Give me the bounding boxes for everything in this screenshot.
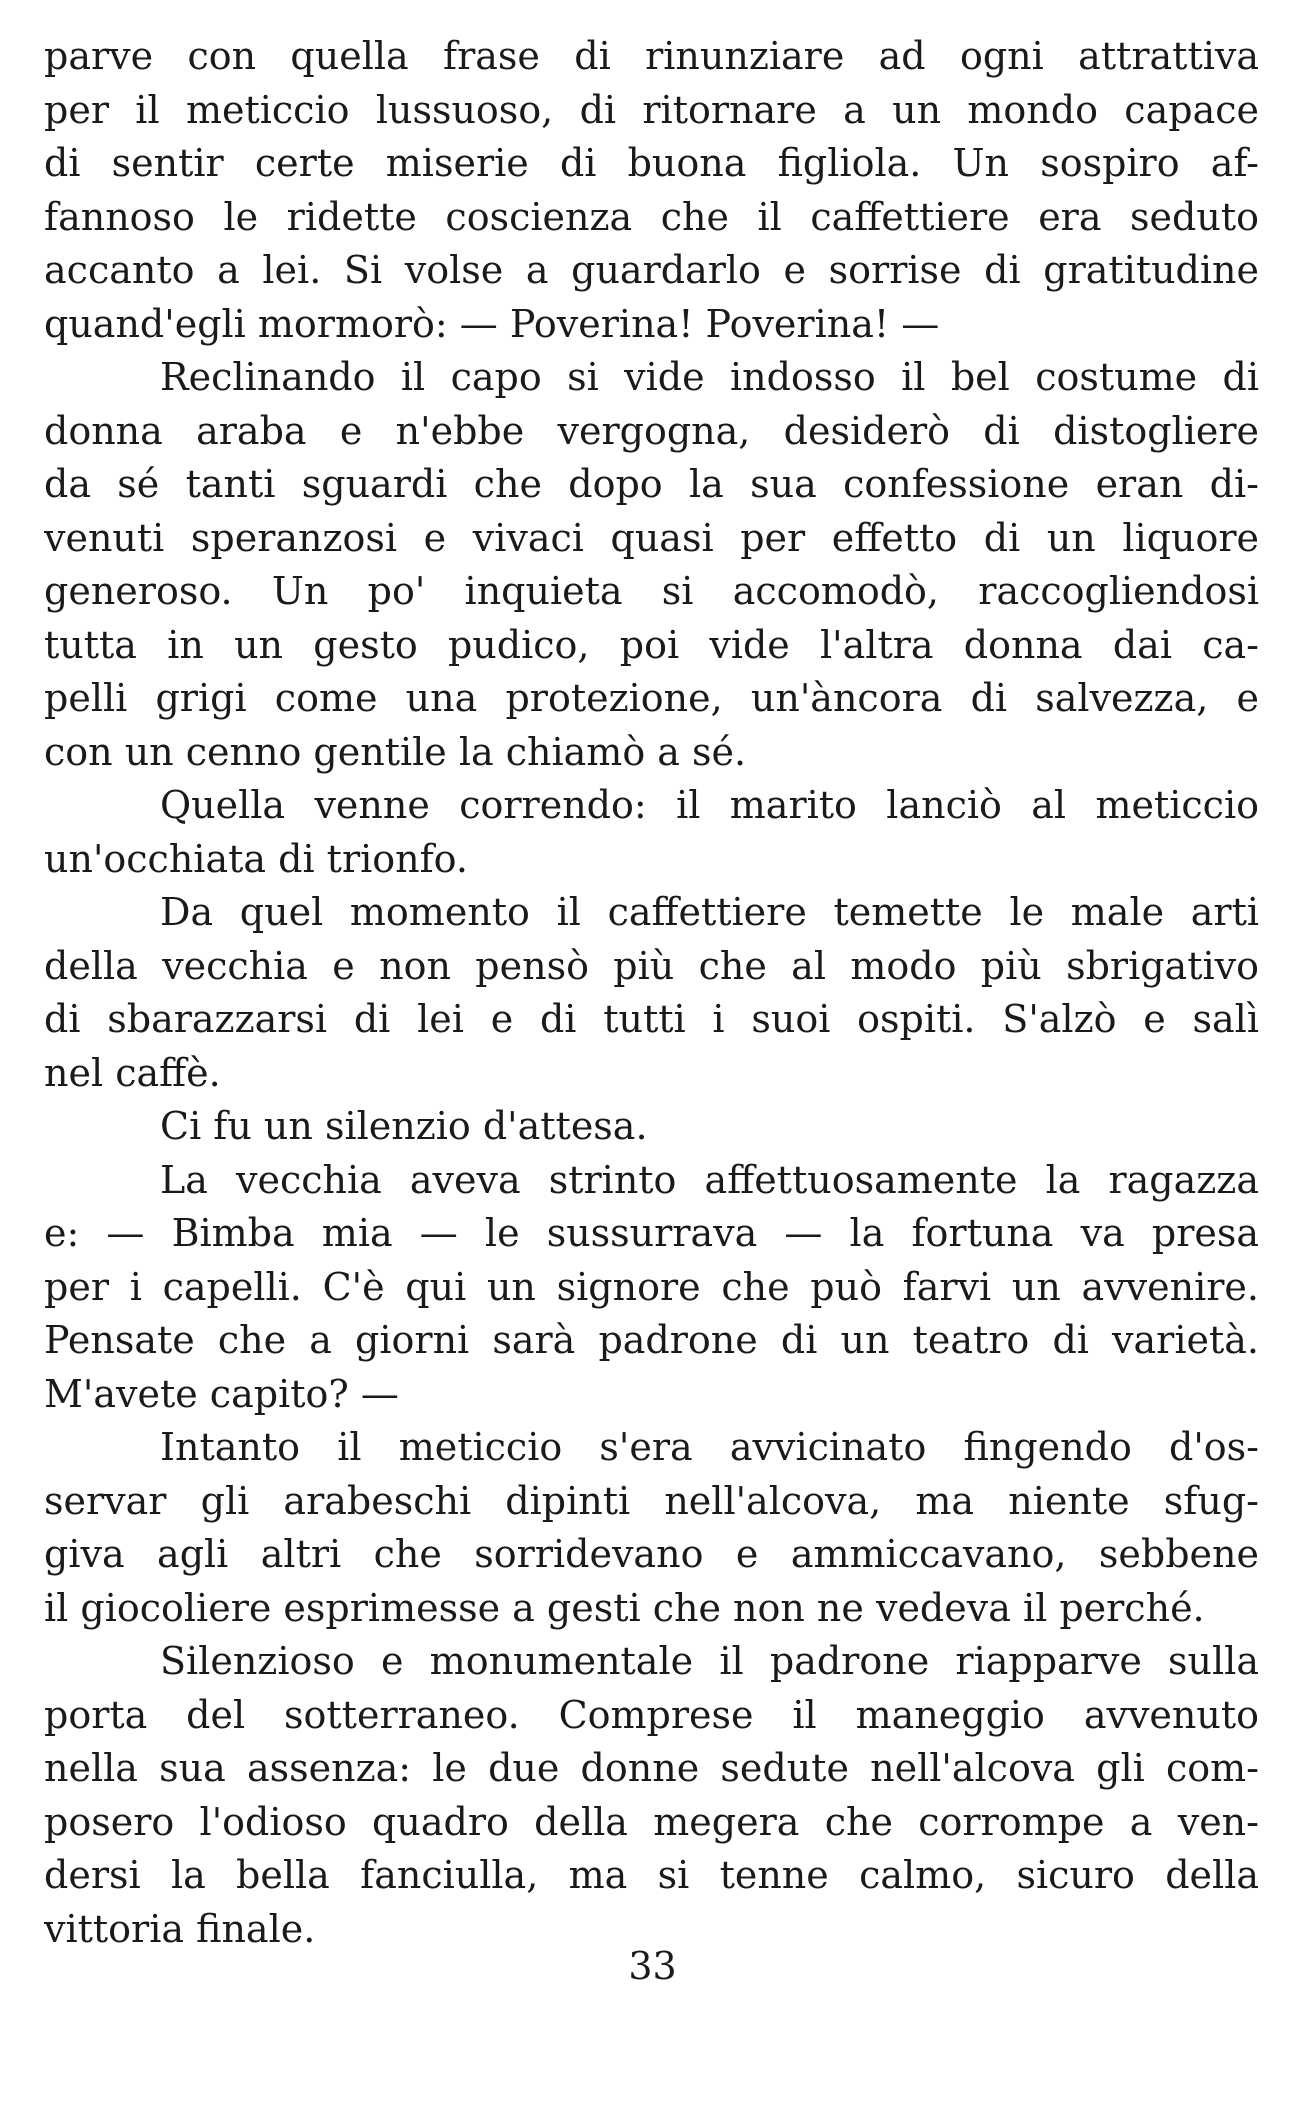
- text-line: nella sua assenza: le due donne sedute nell'alcova gli com-: [44, 1746, 1259, 1790]
- text-line: e: — Bimba mia — le sussurrava — la fortuna va presa: [44, 1211, 1259, 1255]
- text-line: Ci fu un silenzio d'attesa.: [160, 1104, 648, 1148]
- text-line: pelli grigi come una protezione, un'àncora di salvezza, e: [44, 676, 1259, 720]
- text-line: Silenzioso e monumentale il padrone riapparve sulla: [160, 1639, 1259, 1683]
- text-line: per i capelli. C'è qui un signore che può farvi un avvenire.: [44, 1264, 1259, 1309]
- text-line: nel caffè.: [44, 1050, 221, 1095]
- text-line: di sentir certe miserie di buona figliola. Un sospiro af-: [44, 141, 1259, 185]
- text-line: posero l'odioso quadro della megera che corrompe a ven-: [44, 1799, 1259, 1844]
- text-line: donna araba e n'ebbe vergogna, desiderò di distogliere: [44, 408, 1259, 453]
- text-line: un'occhiata di trionfo.: [44, 836, 468, 881]
- text-line: vittoria finale.: [44, 1906, 316, 1951]
- text-line: generoso. Un po' inquieta si accomodò, raccogliendosi: [44, 569, 1259, 613]
- text-line: Reclinando il capo si vide indosso il bel costume di: [160, 355, 1259, 399]
- text-line: per il meticcio lussuoso, di ritornare a un mondo capace: [44, 87, 1259, 132]
- text-line: parve con quella frase di rinunziare ad ogni attrattiva: [44, 34, 1259, 78]
- text-line: Da quel momento il caffettiere temette le male arti: [160, 890, 1259, 934]
- text-line: dersi la bella fanciulla, ma si tenne calmo, sicuro della: [44, 1853, 1259, 1897]
- body-text: [44, 30, 1259, 1956]
- text-line: tutta in un gesto pudico, poi vide l'altra donna dai ca-: [44, 622, 1259, 667]
- text-line: La vecchia aveva strinto affettuosamente la ragazza: [160, 1157, 1259, 1202]
- text-line: da sé tanti sguardi che dopo la sua confessione eran di-: [44, 462, 1259, 506]
- text-line: Quella venne correndo: il marito lanciò al meticcio: [160, 783, 1259, 827]
- text-line: il giocoliere esprimesse a gesti che non ne vedeva il perché.: [44, 1585, 1205, 1630]
- text-line: quand'egli mormorò: — Poverina! Poverina! —: [44, 301, 940, 346]
- page-number: 33: [628, 1944, 677, 1988]
- text-line: Intanto il meticcio s'era avvicinato fingendo d'os-: [160, 1425, 1259, 1469]
- text-line: della vecchia e non pensò più che al modo più sbrigativo: [44, 943, 1259, 988]
- text-line: servar gli arabeschi dipinti nell'alcova, ma niente sfug-: [44, 1478, 1259, 1523]
- text-line: porta del sotterraneo. Comprese il maneggio avvenuto: [44, 1692, 1259, 1737]
- text-line: accanto a lei. Si volse a guardarlo e sorrise di gratitudine: [44, 248, 1259, 292]
- text-line: di sbarazzarsi di lei e di tutti i suoi ospiti. S'alzò e salì: [44, 997, 1259, 1041]
- text-line: Pensate che a giorni sarà padrone di un teatro di varietà.: [44, 1318, 1259, 1362]
- text-line: con un cenno gentile la chiamò a sé.: [44, 729, 747, 774]
- text-line: M'avete capito? —: [44, 1371, 399, 1416]
- text-line: fannoso le ridette coscienza che il caffettiere era seduto: [44, 194, 1259, 239]
- text-line: giva agli altri che sorridevano e ammiccavano, sebbene: [44, 1532, 1259, 1576]
- text-line: venuti speranzosi e vivaci quasi per effetto di un liquore: [44, 515, 1259, 560]
